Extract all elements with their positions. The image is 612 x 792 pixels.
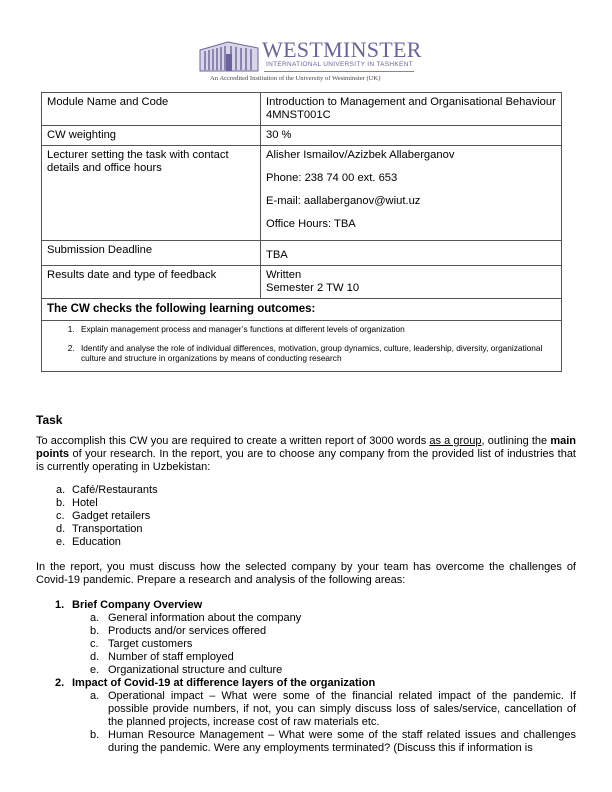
list-item: b. Human Resource Management – What were some of the staff related issues and challenges during the pandemic. Were any employments terminated? (Discuss this if information is — [90, 729, 576, 754]
section-heading: 1. Brief Company Overview — [55, 599, 203, 611]
deadline-value: TBA — [261, 241, 562, 266]
logo-subtitle: INTERNATIONAL UNIVERSITY IN TASHKENT — [266, 61, 413, 68]
task-paragraph-2: In the report, you must discuss how the selected company by your team has overcome the challenges of Covid-19 pandemic. Prepare a research and analysis of the following areas: — [36, 561, 576, 586]
building-logo-icon — [198, 40, 260, 73]
outcomes-cell — [42, 321, 562, 372]
intro-text-3: of your research. In the report, you are to choose any company from the provided list of industries that is currently operating in Uzbekistan: — [36, 448, 576, 473]
weighting-value: 30 % — [261, 126, 562, 146]
list-item: 2. Identify and analyse the role of individual differences, motivation, group dynamics, culture, leadership, diversity, organizational culture and structure in organizations by means of conducting research — [77, 343, 556, 364]
lecturer-names: Alisher Ismailov/Azizbek Allaberganov — [266, 149, 455, 161]
list-item: c. Gadget retailers — [56, 510, 151, 522]
intro-bold: main points — [36, 435, 576, 460]
list-item: a. General information about the company — [90, 612, 302, 624]
intro-text-2: , outlining the — [481, 435, 551, 447]
task-intro-paragraph — [36, 435, 576, 474]
section-heading: 2. Impact of Covid-19 at difference layers of the organization — [55, 677, 376, 689]
list-item: b. Products and/or services offered — [90, 625, 267, 637]
intro-text: To accomplish this CW you are required to create a written report of 3000 words — [36, 435, 430, 447]
university-logo — [198, 38, 420, 88]
table-row — [42, 299, 562, 321]
coursework-info-table — [41, 92, 562, 372]
table-row — [42, 93, 562, 126]
list-item: b. Hotel — [56, 497, 98, 509]
weighting-label: CW weighting — [42, 126, 261, 146]
outcomes-heading: The CW checks the following learning outcomes: — [42, 299, 562, 321]
table-row — [42, 241, 562, 266]
module-label: Module Name and Code — [42, 93, 261, 126]
list-item: e. Organizational structure and culture — [90, 664, 283, 676]
lecturer-phone: Phone: 238 74 00 ext. 653 — [266, 172, 398, 184]
lecturer-label: Lecturer setting the task with contact details and office hours — [42, 146, 261, 241]
list-item: c. Target customers — [90, 638, 193, 650]
table-row — [42, 146, 562, 241]
lecturer-email: E-mail: aallaberganov@wiut.uz — [266, 195, 421, 207]
table-row — [42, 126, 562, 146]
outcomes-list — [47, 324, 556, 364]
logo-divider — [264, 71, 414, 72]
deadline-label: Submission Deadline — [42, 241, 261, 266]
section-1-list — [90, 612, 576, 677]
logo-name: WESTMINSTER — [262, 37, 422, 62]
table-row — [42, 266, 562, 299]
list-item: e. Education — [56, 536, 121, 548]
table-row — [42, 321, 562, 372]
feedback-date: Semester 2 TW 10 — [266, 282, 360, 294]
intro-underlined: as a group — [429, 435, 482, 447]
logo-tagline: An Accredited Institution of the University of Westminster (UK) — [210, 75, 381, 82]
office-hours: Office Hours: TBA — [266, 218, 356, 230]
industry-list — [56, 484, 158, 549]
feedback-label: Results date and type of feedback — [42, 266, 261, 299]
feedback-value — [261, 266, 562, 299]
task-heading: Task — [36, 413, 63, 427]
lecturer-details — [261, 146, 562, 241]
module-value: Introduction to Management and Organisational Behaviour 4MNST001C — [261, 93, 562, 126]
list-item: a. Café/Restaurants — [56, 484, 158, 496]
list-item: d. Transportation — [56, 523, 143, 535]
list-item: a. Operational impact – What were some of the financial related impact of the pandemic. If possible provide numbers, if not, you can simply discuss loss of sales/service, cancellation of the planned projects, increase cost of raw materials etc. — [90, 690, 576, 728]
feedback-type: Written — [266, 269, 302, 281]
list-item: 1. Explain management process and manager’s functions at different levels of organization — [77, 324, 556, 335]
section-2-list — [90, 690, 576, 755]
list-item: d. Number of staff employed — [90, 651, 234, 663]
